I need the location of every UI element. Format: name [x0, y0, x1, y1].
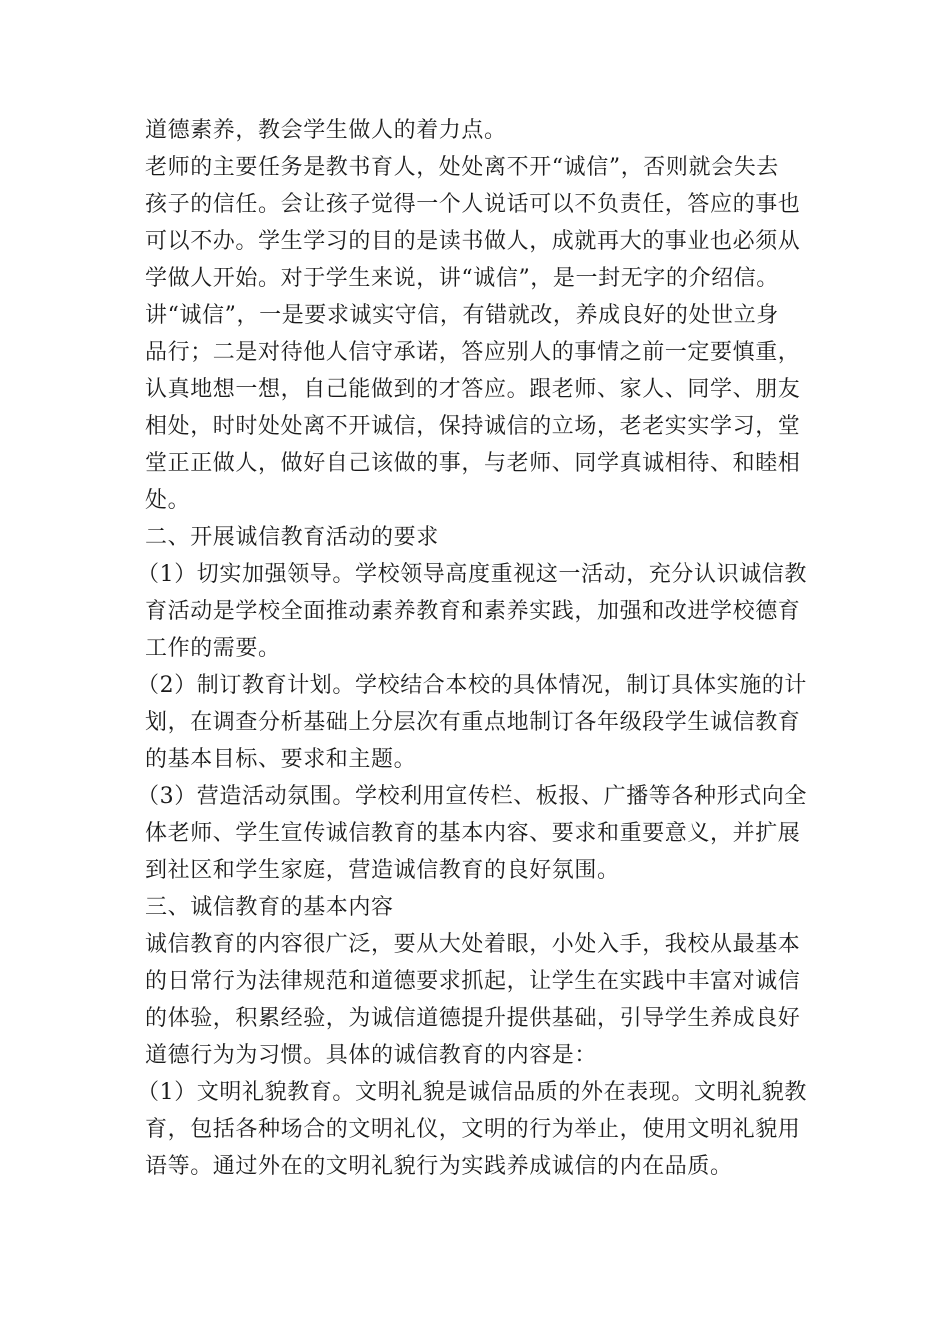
text-line: （1）切实加强领导。学校领导高度重视这一活动，充分认识诚信教 — [137, 562, 807, 587]
text-line: 处。 — [145, 488, 191, 513]
section-heading: 二、开展诚信教育活动的要求 — [145, 525, 439, 550]
text-line: 的基本目标、要求和主题。 — [145, 747, 417, 772]
text-line: 认真地想一想，自己能做到的才答应。跟老师、家人、同学、朋友 — [145, 377, 801, 402]
text-line: 堂正正做人，做好自己该做的事，与老师、同学真诚相待、和睦相 — [145, 451, 801, 476]
text-line: 学做人开始。对于学生来说，讲“诚信”，是一封无字的介绍信。 — [145, 266, 779, 291]
text-line: 语等。通过外在的文明礼貌行为实践养成诚信的内在品质。 — [145, 1154, 733, 1179]
text-line: 工作的需要。 — [145, 636, 281, 661]
text-line: 划，在调查分析基础上分层次有重点地制订各年级段学生诚信教育 — [145, 710, 801, 735]
text-line: 到社区和学生家庭，营造诚信教育的良好氛围。 — [145, 858, 620, 883]
text-line: 相处，时时处处离不开诚信，保持诚信的立场，老老实实学习，堂 — [145, 414, 801, 439]
text-line: （3）营造活动氛围。学校利用宣传栏、板报、广播等各种形式向全 — [137, 784, 807, 809]
text-line: 道德行为为习惯。具体的诚信教育的内容是： — [145, 1043, 598, 1068]
text-line: 的体验，积累经验，为诚信道德提升提供基础，引导学生养成良好 — [145, 1006, 801, 1031]
text-line: 品行；二是对待他人信守承诺，答应别人的事情之前一定要慎重， — [145, 340, 801, 365]
section-heading: 三、诚信教育的基本内容 — [145, 895, 394, 920]
text-line: （2）制订教育计划。学校结合本校的具体情况，制订具体实施的计 — [137, 673, 807, 698]
text-line: 体老师、学生宣传诚信教育的基本内容、要求和重要意义，并扩展 — [145, 821, 801, 846]
text-line: 诚信教育的内容很广泛，要从大处着眼，小处入手，我校从最基本 — [145, 932, 801, 957]
text-line: 孩子的信任。会让孩子觉得一个人说话可以不负责任，答应的事也 — [145, 192, 801, 217]
text-line: 道德素养，教会学生做人的着力点。 — [145, 118, 507, 143]
text-line: 老师的主要任务是教书育人，处处离不开“诚信”，否则就会失去 — [145, 155, 779, 180]
text-line: 可以不办。学生学习的目的是读书做人，成就再大的事业也必须从 — [145, 229, 801, 254]
text-line: 的日常行为法律规范和道德要求抓起，让学生在实践中丰富对诚信 — [145, 969, 801, 994]
text-line: 育活动是学校全面推动素养教育和素养实践，加强和改进学校德育 — [145, 599, 801, 624]
text-line: （1）文明礼貌教育。文明礼貌是诚信品质的外在表现。文明礼貌教 — [137, 1080, 807, 1105]
body-text — [137, 112, 810, 1185]
text-line: 讲“诚信”，一是要求诚实守信，有错就改，养成良好的处世立身 — [145, 303, 779, 328]
text-line: 育，包括各种场合的文明礼仪，文明的行为举止，使用文明礼貌用 — [145, 1117, 801, 1142]
